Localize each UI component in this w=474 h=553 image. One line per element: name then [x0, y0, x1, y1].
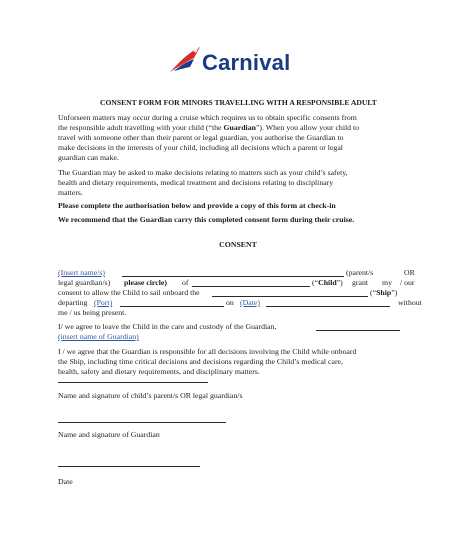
legal-guardians-label: legal guardian/s): [58, 278, 111, 287]
intro-line-5: guardian can make.: [58, 153, 119, 162]
me-us-present-text: me / us being present.: [58, 308, 127, 317]
our-label: / our: [400, 278, 415, 287]
guardian-signature-label: Name and signature of Guardian: [58, 430, 160, 439]
ship-word: Ship: [376, 288, 392, 297]
agree-line-3: health, safety and dietary requirements, and disciplinary matters.: [58, 367, 260, 376]
date-signature-label: Date: [58, 477, 73, 486]
child-word: Child: [318, 278, 337, 287]
instruction-checkin: Please complete the authorisation below and provide a copy of this form at check-in: [58, 201, 336, 210]
child-term: [312, 278, 343, 288]
departing-label: departing: [58, 298, 88, 307]
port-label: (Port): [94, 298, 113, 307]
agree-line-1: I / we agree that the Guardian is responsible for all decisions involving the Child while onboard: [58, 347, 357, 356]
child-name-input-line[interactable]: [192, 286, 310, 287]
consent-heading: CONSENT: [219, 240, 257, 249]
parents-label: (parent/s: [346, 268, 374, 277]
guardian-para-line-1: The Guardian may be asked to make decisions relating to matters such as your child’s safety,: [58, 168, 348, 177]
carnival-funnel-icon: [168, 44, 202, 74]
intro-line-2: [58, 123, 428, 133]
recommendation-text: We recommend that the Guardian carry this completed consent form during their cruise.: [58, 215, 355, 224]
guardian-signature-line[interactable]: [58, 422, 226, 423]
quote-open: (“: [312, 278, 319, 287]
guardian-term: Guardian: [223, 123, 256, 132]
my-label: my: [382, 278, 392, 287]
insert-names-label: (Insert name/s): [58, 268, 105, 277]
grant-label: grant: [352, 278, 369, 287]
guardian-para-line-3: matters.: [58, 188, 83, 197]
quote-close: ”): [336, 278, 343, 287]
quote-close: ”): [391, 288, 398, 297]
guardian-para-line-2: health and dietary requirements, medical treatment and decisions relating to disciplinary: [58, 178, 334, 187]
agree-line-2: the Ship, including time critical decisions and decisions regarding the Child’s medical care,: [58, 357, 343, 366]
parent-signature-label: Name and signature of child’s parent/s OR legal guardian/s: [58, 391, 243, 400]
or-label: OR: [404, 268, 415, 277]
consent-sail-text: consent to allow the Child to sail onboard the: [58, 288, 200, 297]
parent-signature-line[interactable]: [58, 382, 208, 383]
leave-child-text: I/ we agree to leave the Child in the care and custody of the Guardian,: [58, 322, 277, 331]
carnival-logo: [168, 44, 308, 78]
ship-term: [370, 288, 397, 298]
form-title: CONSENT FORM FOR MINORS TRAVELLING WITH A RESPONSIBLE ADULT: [100, 98, 377, 107]
intro-line-4: make decisions in the interests of your child, including all decisions which a parent or legal: [58, 143, 343, 152]
port-input-line[interactable]: [120, 306, 224, 307]
intro-text: the responsible adult travelling with your child (“the: [58, 123, 224, 132]
please-circle-label: please circle): [124, 278, 167, 287]
quote-open: (“: [370, 288, 377, 297]
without-label: without: [398, 298, 422, 307]
of-label: of: [182, 278, 189, 287]
names-input-line[interactable]: [122, 276, 344, 277]
logo-wordmark: Carnival: [202, 50, 291, 75]
on-label: on: [226, 298, 234, 307]
insert-guardian-label: (insert name of Guardian): [58, 332, 139, 341]
date-input-line[interactable]: [266, 306, 390, 307]
date-label: (Date): [240, 298, 260, 307]
intro-text: ”). When you allow your child to: [255, 123, 360, 132]
intro-line-1: Unforseen matters may occur during a cruise which requires us to obtain specific consents from: [58, 113, 357, 122]
date-signature-line[interactable]: [58, 466, 200, 467]
intro-line-3: travel with someone other than their parent or legal guardian, you authorise the Guardian to: [58, 133, 344, 142]
guardian-name-input-line[interactable]: [316, 330, 400, 331]
ship-input-line[interactable]: [212, 296, 368, 297]
